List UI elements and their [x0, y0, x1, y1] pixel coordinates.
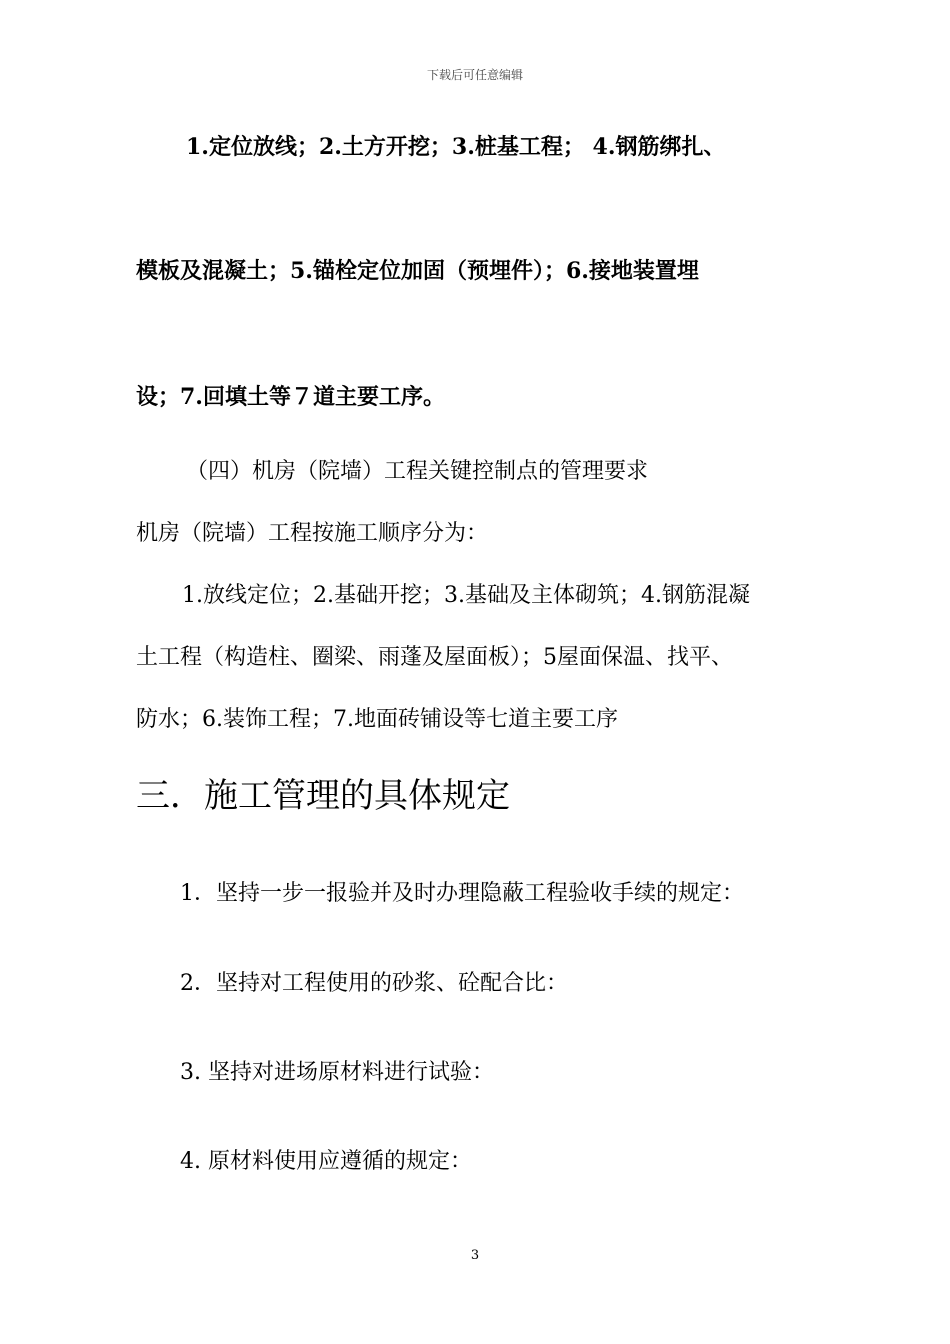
page-header: 下载后可任意编辑 [426, 68, 523, 82]
rule-item-1: 1．坚持一步一报验并及时办理隐蔽工程验收手续的规定： [180, 881, 744, 906]
page-number: 3 [470, 1248, 480, 1263]
rule-item-2: 2．坚持对工程使用的砂浆、砼配合比： [180, 971, 568, 996]
section-four-line-2: 土工程（构造柱、圈梁、雨蓬及屋面板）；5屋面保温、找平、 [136, 645, 733, 670]
section-four-line-1: 1.放线定位；2.基础开挖；3.基础及主体砌筑；4.钢筋混凝 [182, 583, 750, 608]
procedure-line-1: 1.定位放线；2.土方开挖；3.桩基工程； 4.钢筋绑扎、 [186, 134, 726, 160]
section-four-title: （四）机房（院墙）工程关键控制点的管理要求 [186, 459, 649, 484]
section-four-line-3: 防水；6.装饰工程；7.地面砖铺设等七道主要工序 [136, 707, 618, 732]
procedure-line-3: 设；7.回填土等７道主要工序。 [136, 384, 445, 410]
section-four-intro: 机房（院墙）工程按施工顺序分为： [136, 521, 489, 546]
rule-item-3: 3. 坚持对进场原材料进行试验： [180, 1060, 494, 1085]
section-three-heading: 三．施工管理的具体规定 [136, 776, 510, 816]
procedure-line-2: 模板及混凝土；5.锚栓定位加固（预埋件）；6.接地装置埋 [136, 258, 699, 284]
rule-item-4: 4. 原材料使用应遵循的规定： [180, 1149, 472, 1174]
